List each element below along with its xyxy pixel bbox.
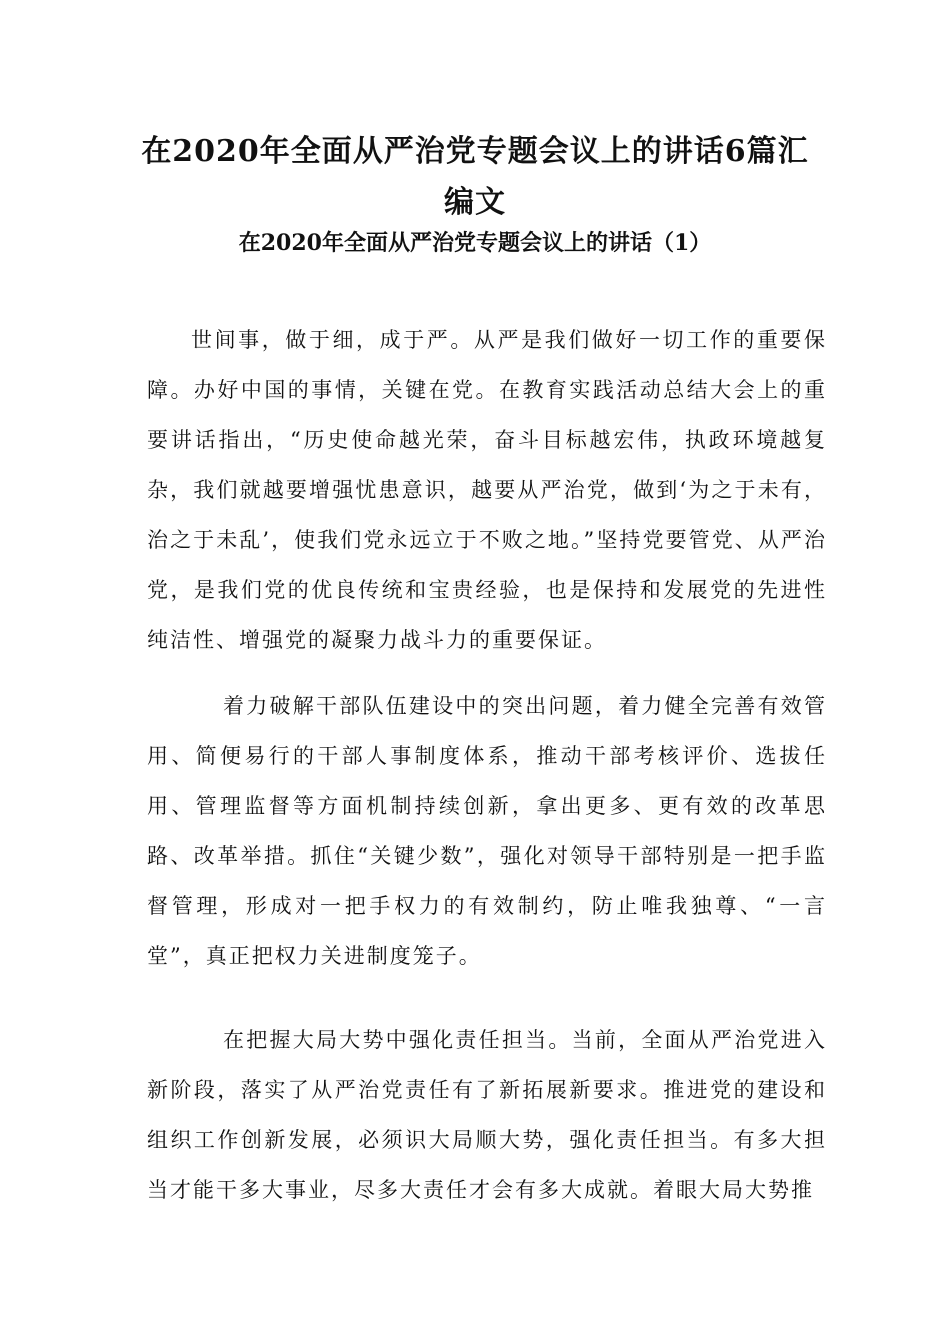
body-paragraph: 着力破解干部队伍建设中的突出问题，着力健全完善有效管用、简便易行的干部人事制度体系，推动干部考核评价、选拔任用、管理监督等方面机制持续创新，拿出更多、更有效的改革思路、改革举措。抓住“关键少数”，强化对领导干部特别是一把手监督管理，形成对一把手权力的有效制约，防止唯我独尊、“一言堂”，真正把权力关进制度笼子。: [147, 694, 827, 968]
section-subtitle: 在2020年全面从严治党专题会议上的讲话（1）: [238, 230, 712, 256]
body-paragraph: 在把握大局大势中强化责任担当。当前，全面从严治党进入新阶段，落实了从严治党责任有了新拓展新要求。推进党的建设和组织工作创新发展，必须识大局顺大势，强化责任担当。有多大担当才能干多大事业，尽多大责任才会有多大成就。着眼大局大势推: [147, 1028, 827, 1202]
document-title: 在2020年全面从严治党专题会议上的讲话6篇汇编文: [141, 134, 809, 220]
body-paragraph: 世间事，做于细，成于严。从严是我们做好一切工作的重要保障。办好中国的事情，关键在党。在教育实践活动总结大会上的重要讲话指出，“历史使命越光荣，奋斗目标越宏伟，执政环境越复杂，我们就越要增强忧患意识，越要从严治党，做到‘为之于未有，治之于未乱’，使我们党永远立于不败之地。”坚持党要管党、从严治党，是我们党的优良传统和宝贵经验，也是保持和发展党的先进性纯洁性、增强党的凝聚力战斗力的重要保证。: [147, 328, 827, 652]
